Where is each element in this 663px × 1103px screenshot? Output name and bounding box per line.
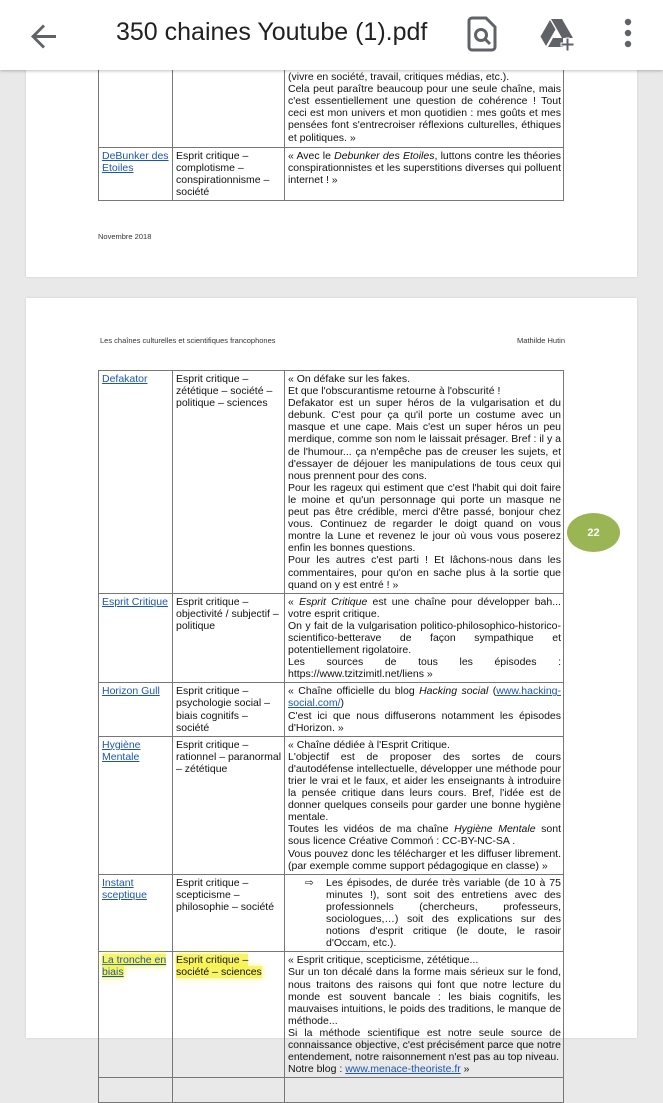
table-row: La tronche en biais Esprit critique – société – sciences « Esprit critique, scepticisme, zététique... Sur un ton décalé dans la forme mais sérieux sur le fond, nous traitons des raisons qui font que notre lecture du monde est souvent bancale : les biais cognitifs, les mauvaises intuitions, le poids des traditions, le manque de méthode... Si la méthode scientifique est notre seule source de connaissance objective, c'est précisément parce que notre entendement, notre raisonnement n'est pas au top niveau. Notre blog : www.menace-theoriste.fr » bbox=[99, 952, 564, 1078]
table-row: (vivre en société, travail, critiques médias, etc.). Cela peut paraître beaucoup pour une seule chaîne, mais c'est essentiellement une question de cohérence ! Tout ceci est mon univers et mon quotidien : mes goûts et mes pensées font s'entrecroiser réflexions culturelles, éthiques et politiques. » bbox=[99, 57, 564, 148]
channel-link[interactable]: Horizon Gull bbox=[102, 685, 160, 698]
page-footer: Novembre 2018 bbox=[98, 232, 152, 241]
pdf-page-21 bbox=[26, 60, 637, 277]
blog-link[interactable]: www.menace-theoriste.fr bbox=[345, 1063, 461, 1076]
page-header-author: Mathilde Hutin bbox=[517, 336, 565, 345]
table-row: Esprit Critique Esprit critique – objectivité / subjectif – politique « Esprit Critique est une chaîne pour développer bah... votre esprit critique. On y fait de la vulgarisation politico-philosophico-historico-scientifico-betterave de façon sympathique et potentiellement rigolatoire. Les sources de tous les épisodes : https://www.tzitzimitl.net/liens » bbox=[99, 593, 564, 683]
pdf-page-22 bbox=[26, 298, 637, 1076]
channel-link[interactable]: Hygiène Mentale bbox=[102, 738, 141, 763]
channel-link[interactable]: La tronche en biais bbox=[102, 954, 167, 979]
table-row: Defakator Esprit critique – zététique – société – politique – sciences « On défake sur les fakes. Et que l'obscurantisme retourne à l'obscurité ! Defakator est un super héros de la vulgarisation et du debunk. C'est pour ça qu'il porte un costume avec un masque et une cape. Mais c'est un super héros un peu merdique, comme son nom le laissait présager. Bref : il y a de l'humour... ça n'empêche pas de creuser les sujets, et d'essayer de déjouer les manipulations de tous ceux qui nous prennent pour des cons. Pour les rageux qui estiment que c'est l'habit qui doit faire le moine et qu'un personnage qui porte un masque ne peut pas être crédible, merci d'être passé, bonjour chez vous. Continuez de regarder le doigt quand on vous montre la Lune et revenez le jour où vous vous poserez enfin les bonnes questions. Pour les autres c'est parti ! Et lâchons-nous dans les commentaires, pour qu'on en sache plus à la sortie que quand on y est entré ! » bbox=[99, 371, 564, 594]
table-row bbox=[99, 1078, 564, 1103]
find-in-page-icon[interactable] bbox=[462, 14, 502, 54]
more-vert-icon[interactable] bbox=[608, 14, 648, 54]
table-row: Horizon Gull Esprit critique – psychologie social – biais cognitifs – société « Chaîne officielle du blog Hacking social (www.hacking-social.com/) C'est ici que nous diffuserons notamment les épisodes d'Horizon. » bbox=[99, 683, 564, 736]
channel-table bbox=[98, 56, 564, 201]
app-bar bbox=[0, 0, 663, 70]
arrow-back-icon[interactable] bbox=[22, 14, 66, 58]
table-row: DeBunker des Etoiles Esprit critique – complotisme – conspirationnisme – société « Avec le Debunker des Etoiles, luttons contre les théories conspirationnistes et les superstitions diverses qui polluent internet ! » bbox=[99, 148, 564, 201]
channel-link[interactable]: Instant sceptique bbox=[102, 876, 147, 901]
channel-link[interactable]: Esprit Critique bbox=[102, 595, 168, 608]
table-row: Hygiène Mentale Esprit critique – rationnel – paranormal – zététique « Chaîne dédiée à l'Esprit Critique. L'objectif est de proposer des sortes de cours d'autodéfense intellectuelle, développer une méthode pour trier le vrai et le faux, et aider les enseignants à introduire la pensée critique dans leurs cours. Bref, l'idée est de donner quelques conseils pour garder une bonne hygiène mentale. Toutes les vidéos de ma chaîne Hygiène Mentale sont sous licence Créative Commoń : CC-BY-NC-SA . Vous pouvez donc les télécharger et les diffuser librement. (par exemple comme support pédagogique en classe) » bbox=[99, 736, 564, 874]
channel-link[interactable]: Defakator bbox=[102, 373, 148, 385]
page-header-title: Les chaînes culturelles et scientifiques francophones bbox=[100, 336, 276, 345]
document-title: 350 chaines Youtube (1).pdf bbox=[116, 18, 428, 46]
page-number-badge: 22 bbox=[567, 513, 620, 552]
add-to-drive-icon[interactable] bbox=[538, 14, 578, 54]
blog-link[interactable]: www.hacking-social.com/ bbox=[288, 685, 561, 710]
channel-table bbox=[98, 370, 564, 1103]
arrow-bullet-icon: ⇨ bbox=[305, 876, 314, 889]
table-row: Instant sceptique Esprit critique – scepticisme – philosophie – société ⇨ Les épisodes, de durée très variable (de 10 à 75 minutes !), sont soit des entretiens avec des professionnels (chercheurs, professeurs, sociologues,…) soit des explications sur des notions d'esprit critique (le doute, le rasoir d'Occam, etc.). bbox=[99, 874, 564, 952]
channel-link[interactable]: DeBunker des Etoiles bbox=[102, 150, 169, 175]
